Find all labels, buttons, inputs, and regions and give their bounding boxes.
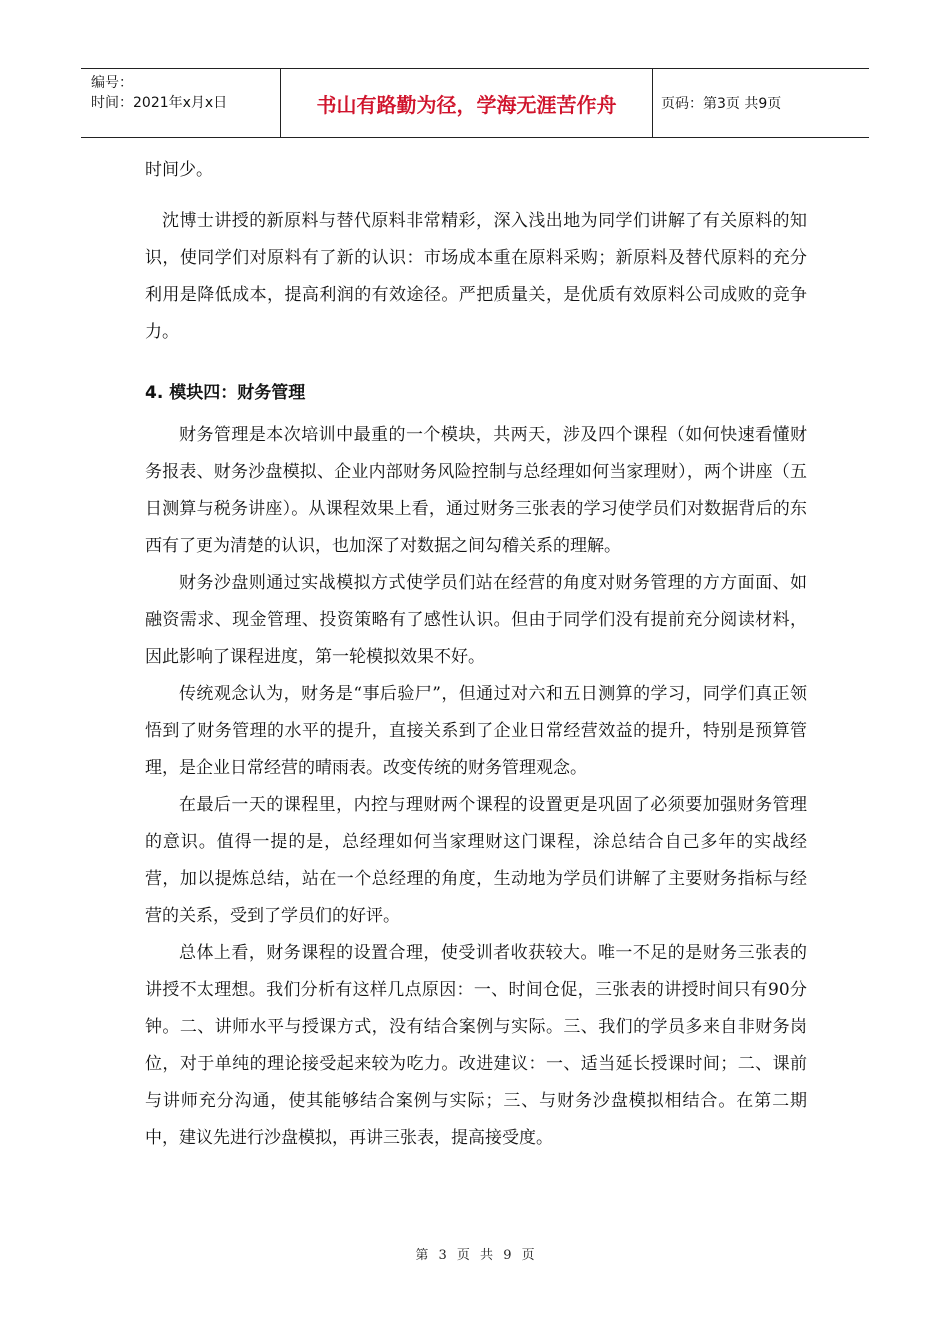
document-body <box>145 152 807 1157</box>
paragraph: 财务沙盘则通过实战模拟方式使学员们站在经营的角度对财务管理的方方面面、如融资需求、现金管理、投资策略有了感性认识。但由于同学们没有提前充分阅读材料，因此影响了课程进度，第一轮模拟效果不好。 <box>145 573 807 667</box>
page-header <box>81 68 869 138</box>
header-page-label: 页码：第3页 共9页 <box>661 96 782 112</box>
section-heading: 4. 模块四：财务管理 <box>145 383 306 403</box>
header-motto: 书山有路勤为径，学海无涯苦作舟 <box>281 69 653 137</box>
paragraph: 沈博士讲授的新原料与替代原料非常精彩，深入浅出地为同学们讲解了有关原料的知识，使同学们对原料有了新的认识：市场成本重在原料采购；新原料及替代原料的充分利用是降低成本，提高利润的有效途径。严把质量关，是优质有效原料公司成败的竞争力。 <box>145 211 807 342</box>
serial-label: 编号： <box>91 75 133 91</box>
paragraph: 时间少。 <box>145 160 213 180</box>
page-footer: 第 3 页 共 9 页 <box>415 1248 535 1263</box>
header-meta <box>81 69 281 137</box>
paragraph: 财务管理是本次培训中最重的一个模块，共两天，涉及四个课程（如何快速看懂财务报表、财务沙盘模拟、企业内部财务风险控制与总经理如何当家理财），两个讲座（五日测算与税务讲座）。从课程效果上看，通过财务三张表的学习使学员们对数据背后的东西有了更为清楚的认识，也加深了对数据之间勾稽关系的理解。 <box>145 425 807 556</box>
date-label: 时间：2021年x月x日 <box>91 95 228 111</box>
paragraph: 总体上看，财务课程的设置合理，使受训者收获较大。唯一不足的是财务三张表的讲授不太理想。我们分析有这样几点原因：一、时间仓促，三张表的讲授时间只有90分钟。二、讲师水平与授课方式，没有结合案例与实际。三、我们的学员多来自非财务岗位，对于单纯的理论接受起来较为吃力。改进建议：一、适当延长授课时间；二、课前与讲师充分沟通，使其能够结合案例与实际；三、与财务沙盘模拟相结合。在第二期中，建议先进行沙盘模拟，再讲三张表，提高接受度。 <box>145 943 807 1148</box>
paragraph: 在最后一天的课程里，内控与理财两个课程的设置更是巩固了必须要加强财务管理的意识。值得一提的是，总经理如何当家理财这门课程，涂总结合自己多年的实战经营，加以提炼总结，站在一个总经理的角度，生动地为学员们讲解了主要财务指标与经营的关系，受到了学员们的好评。 <box>145 795 807 926</box>
paragraph: 传统观念认为，财务是“事后验尸”，但通过对六和五日测算的学习，同学们真正领悟到了财务管理的水平的提升，直接关系到了企业日常经营效益的提升，特别是预算管理，是企业日常经营的晴雨表。改变传统的财务管理观念。 <box>145 684 807 778</box>
